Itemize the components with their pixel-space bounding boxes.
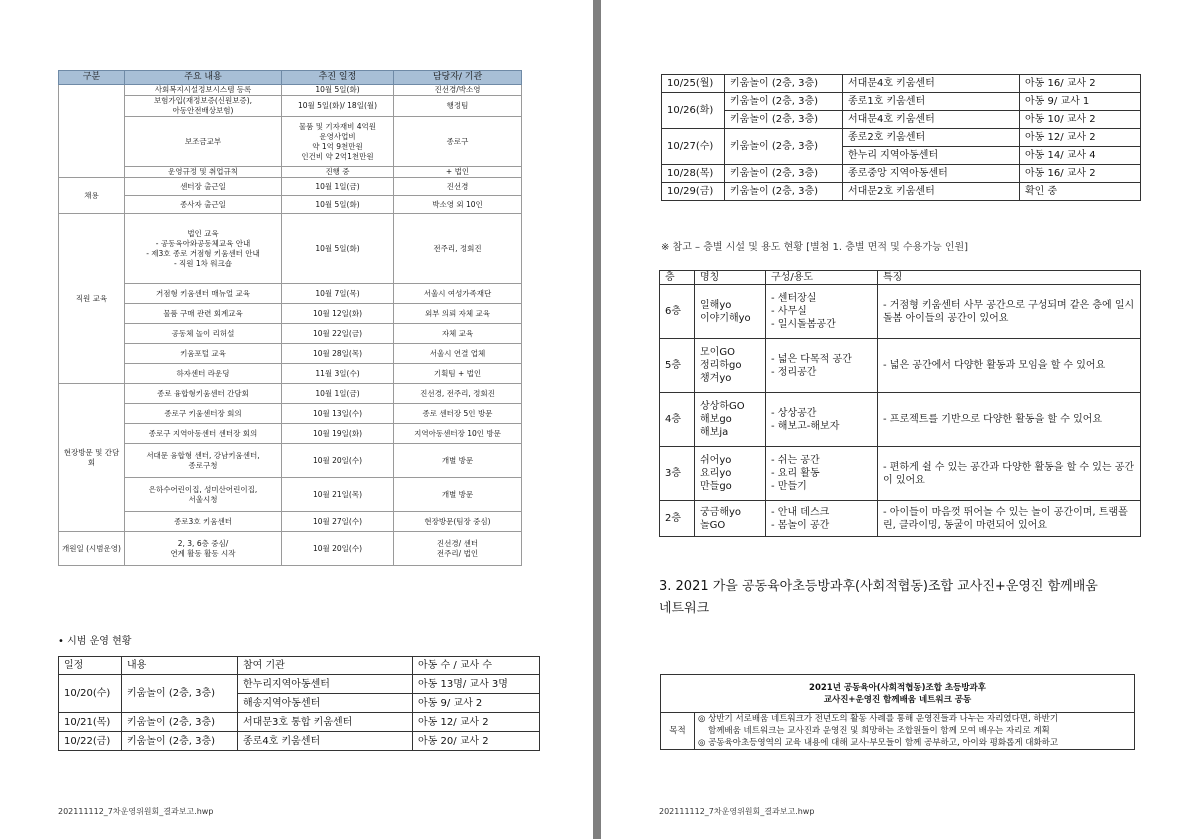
plan-date-line: 10월 27일(수) — [312, 516, 363, 526]
floor-number: 3층 — [660, 447, 695, 501]
network-header-line1: 2021년 공동육아(사회적협동)조합 초등방과후 — [809, 682, 986, 693]
plan-content — [125, 178, 282, 196]
floor-uses-line: - 쉬는 공간 — [771, 455, 820, 466]
plan-owner — [394, 196, 522, 214]
trial-count: 아동 14/ 교사 4 — [1020, 147, 1141, 165]
plan-content — [125, 214, 282, 284]
plan-date — [282, 364, 394, 384]
network-purpose-label: 목적 — [661, 713, 695, 750]
floor-names-line: 쉬어yo — [700, 455, 732, 466]
plan-owner-line: 지역아동센터장 10인 방문 — [414, 428, 501, 438]
plan-owner-line: 전주리, 정회진 — [433, 243, 482, 253]
plan-content-line: 2, 3, 6층 중심/ — [177, 538, 229, 548]
trial-count: 아동 13명/ 교사 3명 — [413, 675, 540, 694]
plan-owner-line: 박소영 외 10인 — [432, 199, 483, 209]
plan-date — [282, 424, 394, 444]
plan-content-line: 서대문 융합형 센터, 강남키움센터, — [146, 450, 260, 460]
plan-owner — [394, 284, 522, 304]
plan-date — [282, 478, 394, 512]
plan-content-line: 종로3호 키움센터 — [174, 516, 232, 526]
plan-owner — [394, 304, 522, 324]
table-row — [59, 732, 540, 751]
table-row — [59, 675, 540, 694]
trial-org: 종로4호 키움센터 — [238, 732, 413, 751]
plan-content — [125, 404, 282, 424]
table-row — [59, 284, 522, 304]
plan-owner — [394, 512, 522, 532]
plan-content — [125, 304, 282, 324]
plan-date-line: 10월 5일(화) — [315, 243, 360, 253]
plan-date-line: 10월 20일(수) — [312, 543, 363, 553]
section-title-line1: 3. 2021 가을 공동육아초등방과후(사회적협동)조합 교사진+운영진 함께배움 — [659, 579, 1098, 594]
trial-table-continued — [661, 74, 1141, 201]
plan-category: 현장방문 및 간담회 — [59, 384, 125, 532]
section-title — [659, 576, 1098, 620]
plan-date-line: 10월 12일(화) — [312, 308, 363, 318]
plan-owner — [394, 404, 522, 424]
plan-date-line: 10월 7일(목) — [315, 288, 360, 298]
table-row — [59, 532, 522, 566]
table-row — [59, 364, 522, 384]
trial-org: 해송지역아동센터 — [238, 694, 413, 713]
plan-content-line: 은하수어린이집, 성미산어린이집, — [148, 484, 258, 494]
floor-desc: - 편하게 쉴 수 있는 공간과 다양한 활동을 할 수 있는 공간이 있어요 — [878, 447, 1141, 501]
plan-owner — [394, 178, 522, 196]
plan-content-line: - 제3호 종로 거점형 키움센터 안내 — [146, 248, 260, 258]
plan-date-line: 10월 1일(금) — [315, 388, 360, 398]
plan-content-line: 연계 활동 활동 시작 — [170, 548, 236, 558]
plan-content — [125, 532, 282, 566]
trial-date: 10/27(수) — [662, 129, 725, 165]
plan-date — [282, 214, 394, 284]
network-table — [660, 674, 1135, 750]
plan-owner — [394, 214, 522, 284]
trial-count: 아동 9/ 교사 2 — [413, 694, 540, 713]
network-purpose-text — [695, 713, 1135, 750]
table-row — [59, 117, 522, 167]
right-footer: 202111112_7차운영위원회_결과보고.hwp — [659, 807, 815, 816]
floor-names-line: 만들go — [700, 481, 732, 492]
table-row — [662, 129, 1141, 147]
table-row — [662, 165, 1141, 183]
plan-content-line: 키움포털 교육 — [180, 348, 226, 358]
trial-org: 한누리지역아동센터 — [238, 675, 413, 694]
plan-content-line: 센터장 출근일 — [180, 181, 226, 191]
plan-content-line: 아동안전배상보험) — [172, 106, 234, 115]
plan-content — [125, 324, 282, 344]
plan-content — [125, 364, 282, 384]
floor-uses — [766, 339, 878, 393]
plan-content-line: 물품 구매 관련 회계교육 — [163, 308, 243, 318]
plan-date-line: 10월 28일(목) — [312, 348, 363, 358]
plan-owner — [394, 96, 522, 117]
plan-owner-line: 전주리/ 법인 — [436, 548, 479, 558]
plan-owner-line: 서울시 여성가족재단 — [423, 288, 492, 298]
plan-content — [125, 85, 282, 96]
table-row — [59, 444, 522, 478]
plan-date-line: 10월 19일(화) — [312, 428, 363, 438]
plan-content — [125, 444, 282, 478]
table-row — [59, 478, 522, 512]
trial-header-count: 아동 수 / 교사 수 — [413, 657, 540, 675]
floor-uses-line: - 요리 활동 — [771, 468, 820, 479]
floor-table-header — [660, 271, 1141, 285]
plan-owner — [394, 444, 522, 478]
plan-owner-line: 현장방문(팀장 중심) — [424, 516, 491, 526]
floor-uses — [766, 501, 878, 537]
floor-header-name: 명칭 — [695, 271, 766, 285]
left-page — [0, 0, 593, 839]
floor-names — [695, 501, 766, 537]
plan-owner-line: 종로 센터장 5인 방문 — [422, 408, 493, 418]
plan-date-line: 10월 13일(수) — [312, 408, 363, 418]
trial-org: 종로1호 키움센터 — [843, 93, 1020, 111]
plan-date-line: 인건비 약 2억1천만원 — [301, 151, 374, 161]
trial-count: 아동 10/ 교사 2 — [1020, 111, 1141, 129]
trial-date: 10/25(월) — [662, 75, 725, 93]
plan-owner-line: 진선경/박소영 — [434, 85, 481, 94]
plan-date — [282, 532, 394, 566]
trial-count: 아동 20/ 교사 2 — [413, 732, 540, 751]
floor-names-line: 놀GO — [700, 519, 726, 531]
plan-owner — [394, 344, 522, 364]
plan-date — [282, 444, 394, 478]
plan-date-line: 10월 5일(화)/ 18일(월) — [297, 101, 378, 110]
table-row — [59, 324, 522, 344]
table-row — [59, 178, 522, 196]
plan-date — [282, 324, 394, 344]
trial-org: 서대문3호 통합 키움센터 — [238, 713, 413, 732]
floor-uses-line: - 해보고-해보자 — [771, 420, 840, 432]
plan-owner — [394, 85, 522, 96]
table-row — [59, 196, 522, 214]
table-row — [660, 393, 1141, 447]
plan-date — [282, 304, 394, 324]
header-schedule: 추진 일정 — [282, 71, 394, 85]
plan-date — [282, 117, 394, 167]
trial-count: 아동 16/ 교사 2 — [1020, 165, 1141, 183]
table-row — [660, 501, 1141, 537]
plan-category: 채용 — [59, 178, 125, 214]
trial-org: 한누리 지역아동센터 — [843, 147, 1020, 165]
plan-owner-line: 개별 방문 — [441, 489, 474, 499]
purpose-line: ◎ 공동육아초등영역의 교육 내용에 대해 교사·부모들이 함께 공부하고, 아이와 평화롭게 대화하고 — [698, 738, 1059, 748]
left-footer: 202111112_7차운영위원회_결과보고.hwp — [58, 807, 214, 816]
trial-count: 확인 중 — [1020, 183, 1141, 201]
plan-date-line: 운영사업비 — [319, 131, 356, 141]
plan-content — [125, 512, 282, 532]
plan-content-line: 종로구 지역아동센터 센터장 회의 — [148, 428, 258, 438]
trial-date: 10/28(목) — [662, 165, 725, 183]
trial-content: 키움놀이 (2층, 3층) — [725, 75, 843, 93]
floor-names-line: 챙겨yo — [700, 373, 732, 384]
floor-uses — [766, 285, 878, 339]
floor-desc: - 넓은 공간에서 다양한 활동과 모임을 할 수 있어요 — [878, 339, 1141, 393]
section-title-line2: 네트워크 — [659, 601, 710, 616]
plan-date-line: 10월 20일(수) — [312, 455, 363, 465]
header-content: 주요 내용 — [125, 71, 282, 85]
right-page — [601, 0, 1195, 839]
plan-content — [125, 344, 282, 364]
plan-owner-line: 진선경 — [446, 181, 469, 191]
network-header — [661, 675, 1135, 713]
plan-content-line: 거점형 키움센터 매뉴얼 교육 — [155, 288, 251, 298]
floor-names-line: 해보go — [700, 414, 732, 425]
plan-content-line: 사회복지시설정보시스템 등록 — [154, 85, 252, 94]
plan-date-line: 약 1억 9천만원 — [312, 141, 363, 151]
plan-category: 개원일 (시범운영) — [59, 532, 125, 566]
plan-date-line: 10월 5일(화) — [315, 199, 360, 209]
floor-names-line: 일해yo — [700, 299, 732, 311]
table-row — [59, 304, 522, 324]
plan-content — [125, 424, 282, 444]
floor-names-line: 궁금해yo — [700, 506, 742, 518]
plan-date — [282, 284, 394, 304]
plan-content — [125, 284, 282, 304]
table-row — [59, 85, 522, 96]
header-owner: 담당자/ 기관 — [394, 71, 522, 85]
floor-number: 4층 — [660, 393, 695, 447]
floor-names — [695, 393, 766, 447]
plan-date — [282, 512, 394, 532]
plan-date-line: 10월 21일(목) — [312, 489, 363, 499]
plan-owner-line: 기획팀 + 법인 — [433, 368, 482, 378]
plan-owner — [394, 117, 522, 167]
trial-org: 서대문4호 키움센터 — [843, 111, 1020, 129]
trial-date: 10/22(금) — [59, 732, 122, 751]
plan-content-line: 종로구청 — [188, 460, 218, 470]
plan-date-line: 11월 3일(수) — [315, 368, 360, 378]
table-row — [662, 75, 1141, 93]
floor-note: ※ 참고 – 층별 시설 및 용도 현황 [별첨 1. 층별 면적 및 수용가능 인원] — [661, 242, 969, 253]
floor-uses-line: - 만들기 — [771, 481, 807, 492]
plan-owner — [394, 478, 522, 512]
trial-title: • 시범 운영 현황 — [58, 636, 132, 647]
trial-header-date: 일정 — [59, 657, 122, 675]
table-row — [662, 111, 1141, 129]
plan-owner-line: + 법인 — [445, 167, 470, 176]
plan-content-line: 운영규정 및 취업규칙 — [168, 167, 238, 176]
table-row — [59, 167, 522, 178]
plan-date — [282, 384, 394, 404]
trial-content: 키움놀이 (2층, 3층) — [725, 111, 843, 129]
purpose-line: ◎ 상반기 서로배움 네트워크가 전년도의 활동 사례를 통해 운영진들과 나누는 자리였다면, 하반기 — [698, 714, 1059, 724]
plan-owner-line: 서울시 연결 업체 — [429, 348, 486, 358]
plan-date — [282, 404, 394, 424]
network-header-row — [661, 675, 1135, 713]
trial-date: 10/26(화) — [662, 93, 725, 129]
network-header-line2: 교사진+운영진 함께배움 네트워크 공동 — [823, 694, 972, 705]
plan-owner — [394, 532, 522, 566]
table-row — [660, 285, 1141, 339]
plan-owner — [394, 424, 522, 444]
floor-desc: - 거점형 키움센터 사무 공간으로 구성되며 같은 층에 일시 돌봄 아이들의 공간이 있어요 — [878, 285, 1141, 339]
plan-date — [282, 85, 394, 96]
trial-content: 키움놀이 (2층, 3층) — [122, 675, 238, 713]
plan-owner-line: 자체 교육 — [441, 328, 474, 338]
plan-content — [125, 117, 282, 167]
table-row — [59, 512, 522, 532]
floor-number: 6층 — [660, 285, 695, 339]
floor-header-use: 구성/용도 — [766, 271, 878, 285]
plan-category: 직원 교육 — [59, 214, 125, 384]
floor-header-floor: 층 — [660, 271, 695, 285]
floor-header-desc: 특징 — [878, 271, 1141, 285]
table-row — [59, 344, 522, 364]
plan-table — [58, 70, 522, 566]
floor-uses-line: - 정리공간 — [771, 366, 817, 378]
plan-content — [125, 478, 282, 512]
plan-content — [125, 196, 282, 214]
table-row — [59, 96, 522, 117]
floor-uses-line: - 일시돌봄공간 — [771, 319, 836, 330]
plan-category — [59, 85, 125, 178]
plan-date-line: 10월 5일(화) — [315, 85, 360, 94]
plan-content-line: 서울시청 — [188, 494, 218, 504]
trial-header-content: 내용 — [122, 657, 238, 675]
trial-content: 키움놀이 (2층, 3층) — [725, 165, 843, 183]
plan-owner-line: 진선경, 전주리, 정회진 — [420, 388, 495, 398]
plan-content-line: 보조금교부 — [184, 136, 222, 146]
table-row — [662, 183, 1141, 201]
trial-header-org: 참여 기관 — [238, 657, 413, 675]
trial-content: 키움놀이 (2층, 3층) — [122, 732, 238, 751]
trial-content: 키움놀이 (2층, 3층) — [725, 183, 843, 201]
floor-names-line: 요리yo — [700, 468, 732, 479]
purpose-line: 함께배움 네트워크는 교사진과 운영진 및 희망하는 조합원들이 함께 모여 배우는 자리로 계획 — [708, 726, 1050, 736]
floor-uses — [766, 393, 878, 447]
trial-date: 10/21(목) — [59, 713, 122, 732]
floor-names — [695, 285, 766, 339]
plan-date — [282, 167, 394, 178]
plan-date — [282, 96, 394, 117]
trial-org: 종로2호 키움센터 — [843, 129, 1020, 147]
plan-date-line: 물품 및 기자재비 4억원 — [298, 121, 377, 131]
table-row — [59, 404, 522, 424]
plan-date-line: 10월 22일(금) — [312, 328, 363, 338]
plan-owner — [394, 364, 522, 384]
plan-owner-line: 진선경/ 센터 — [436, 538, 479, 548]
trial-table-header — [59, 657, 540, 675]
table-row — [59, 214, 522, 284]
plan-content — [125, 167, 282, 178]
trial-date: 10/20(수) — [59, 675, 122, 713]
plan-content-line: - 공동육아와공동체교육 안내 — [155, 238, 251, 248]
trial-count: 아동 9/ 교사 1 — [1020, 93, 1141, 111]
plan-owner-line: 행정팀 — [446, 101, 469, 110]
trial-count: 아동 16/ 교사 2 — [1020, 75, 1141, 93]
plan-content-line: 하자센터 라운딩 — [176, 368, 230, 378]
table-row — [660, 447, 1141, 501]
floor-number: 5층 — [660, 339, 695, 393]
plan-content-line: - 직원 1차 워크숍 — [173, 258, 233, 268]
floor-desc: - 아이들이 마음껏 뛰어놀 수 있는 놀이 공간이며, 트램폴린, 클라이밍, 동굴이 마련되어 있어요 — [878, 501, 1141, 537]
floor-names-line: 정리하go — [700, 360, 742, 371]
floor-uses-line: - 센터장실 — [771, 293, 817, 304]
floor-names-line: 이야기해yo — [700, 312, 751, 324]
floor-uses-line: - 상상공간 — [771, 407, 817, 419]
floor-uses-line: - 넓은 다목적 공간 — [771, 353, 852, 365]
plan-content-line: 법인 교육 — [187, 228, 219, 238]
table-row — [59, 713, 540, 732]
plan-date — [282, 178, 394, 196]
plan-content-line: 보험가입(재정보증(신원보증), — [153, 96, 253, 105]
trial-count: 아동 12/ 교사 2 — [1020, 129, 1141, 147]
plan-content-line: 종로 융합형키움센터 간담회 — [157, 388, 249, 398]
trial-table — [58, 656, 540, 751]
floor-names — [695, 339, 766, 393]
plan-owner-line: 외부 의뢰 자체 교육 — [424, 308, 491, 318]
plan-content — [125, 96, 282, 117]
trial-org: 서대문4호 키움센터 — [843, 75, 1020, 93]
plan-owner-line: 종로구 — [446, 136, 469, 146]
floor-number: 2층 — [660, 501, 695, 537]
table-row — [662, 93, 1141, 111]
trial-content: 키움놀이 (2층, 3층) — [725, 93, 843, 111]
plan-date-line: 10월 1일(금) — [315, 181, 360, 191]
plan-table-header — [59, 71, 522, 85]
floor-desc: - 프로젝트를 기반으로 다양한 활동을 할 수 있어요 — [878, 393, 1141, 447]
floor-uses-line: - 몸놀이 공간 — [771, 519, 830, 531]
floor-uses — [766, 447, 878, 501]
floor-names — [695, 447, 766, 501]
trial-content: 키움놀이 (2층, 3층) — [725, 129, 843, 165]
table-row — [59, 384, 522, 404]
plan-date — [282, 196, 394, 214]
floor-table — [659, 270, 1141, 537]
plan-content — [125, 384, 282, 404]
floor-uses-line: - 사무실 — [771, 306, 807, 317]
plan-owner-line: 개별 방문 — [441, 455, 474, 465]
header-category: 구분 — [59, 71, 125, 85]
floor-names-line: 모이GO — [700, 347, 735, 358]
floor-names-line: 해보ja — [700, 427, 729, 438]
trial-count: 아동 12/ 교사 2 — [413, 713, 540, 732]
plan-owner — [394, 324, 522, 344]
plan-content-line: 공동체 놀이 리허설 — [171, 328, 235, 338]
trial-org: 종로중앙 지역아동센터 — [843, 165, 1020, 183]
network-purpose-row — [661, 713, 1135, 750]
plan-owner — [394, 167, 522, 178]
plan-content-line: 종로구 키움센터장 회의 — [164, 408, 242, 418]
floor-uses-line: - 안내 데스크 — [771, 506, 830, 518]
plan-date — [282, 344, 394, 364]
plan-content-line: 종사자 출근일 — [180, 199, 226, 209]
plan-date-line: 진행 중 — [325, 167, 350, 176]
table-row — [59, 424, 522, 444]
trial-content: 키움놀이 (2층, 3층) — [122, 713, 238, 732]
trial-org: 서대문2호 키움센터 — [843, 183, 1020, 201]
table-row — [660, 339, 1141, 393]
plan-owner — [394, 384, 522, 404]
trial-date: 10/29(금) — [662, 183, 725, 201]
floor-names-line: 상상하GO — [700, 401, 745, 412]
